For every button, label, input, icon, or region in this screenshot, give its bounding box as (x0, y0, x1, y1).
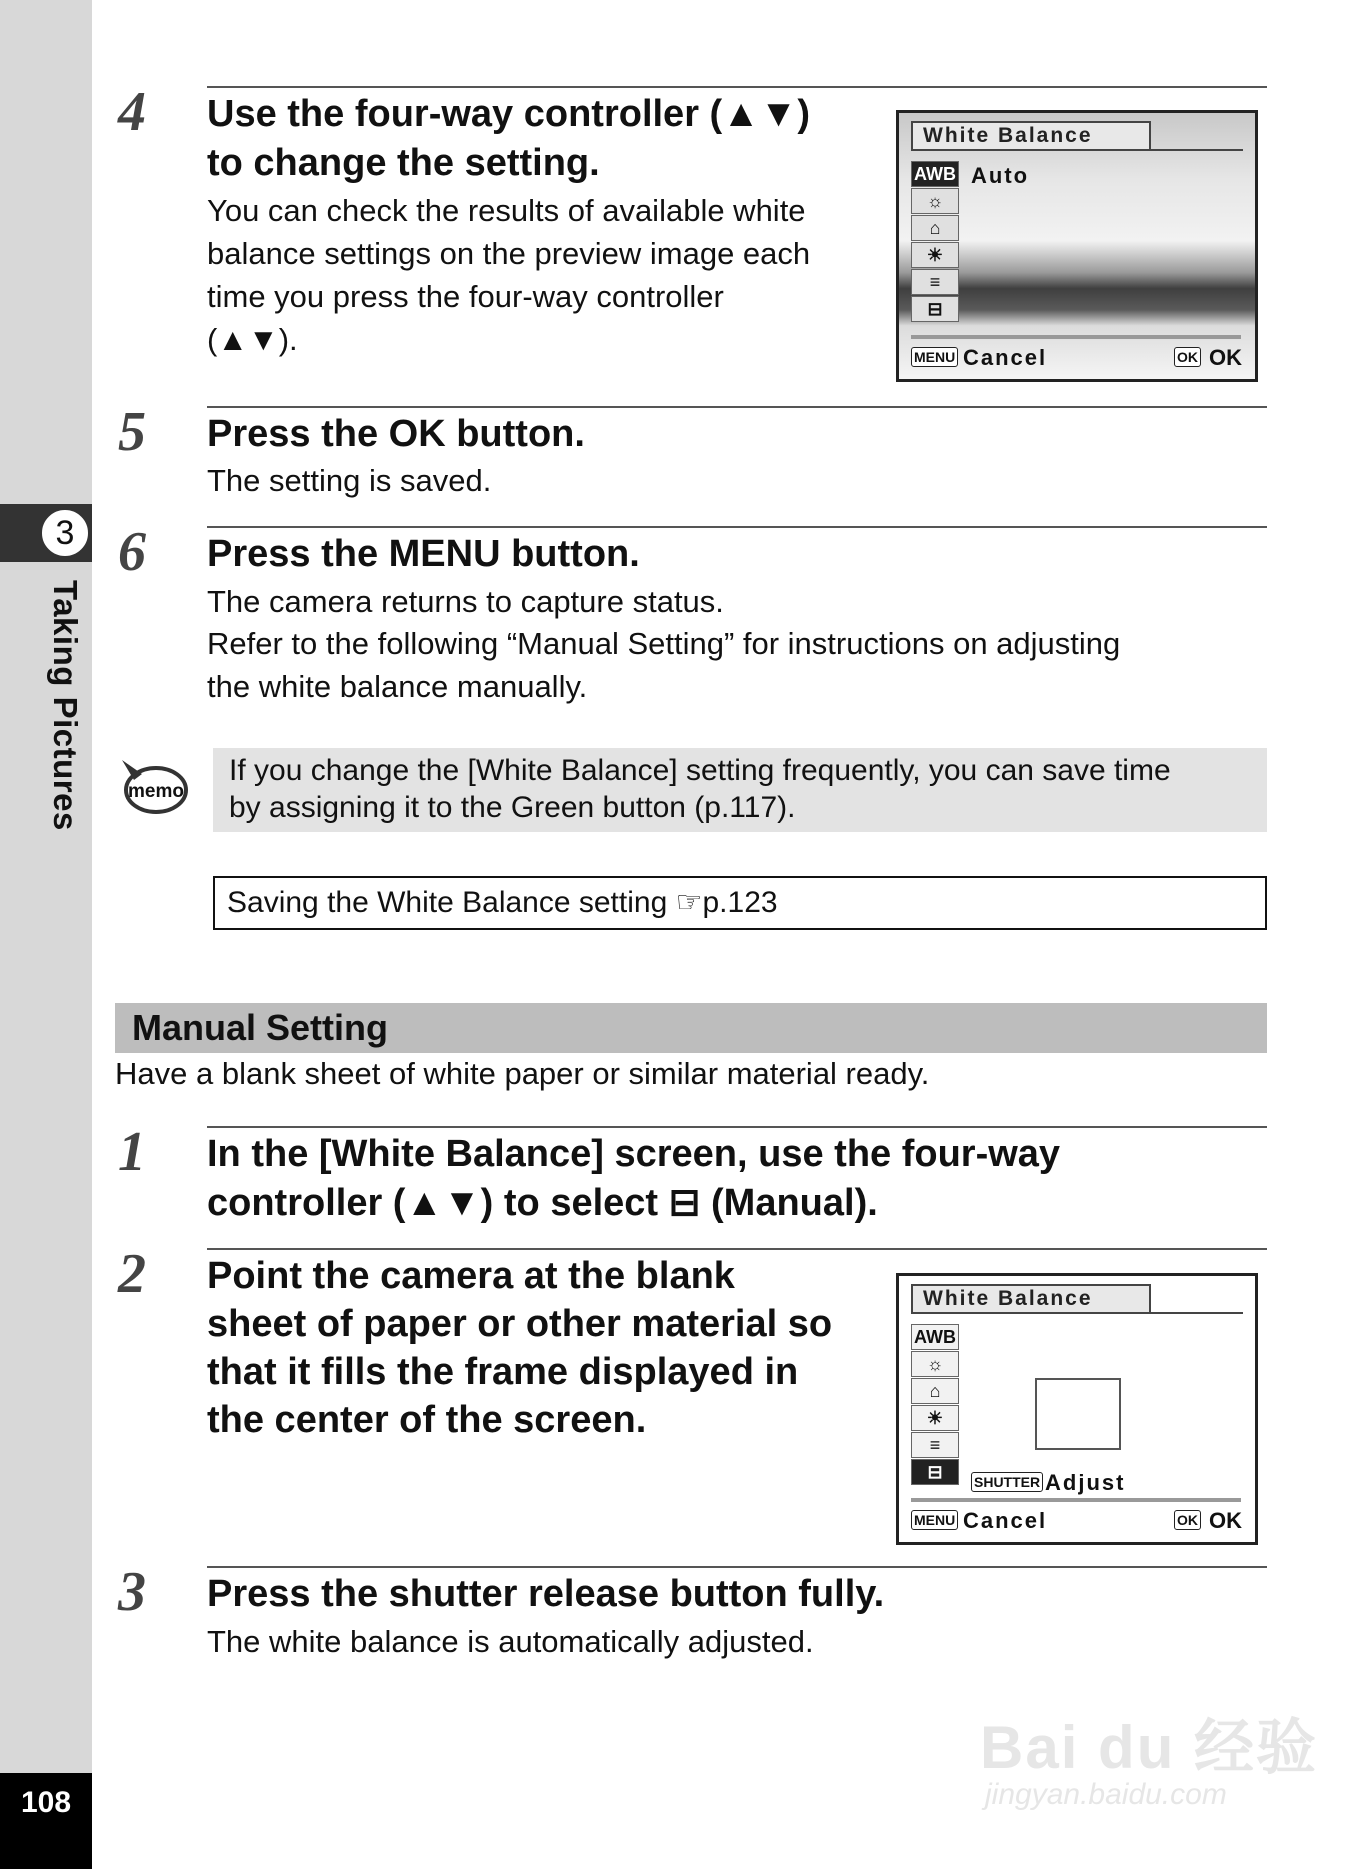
step-heading: Point the camera at the blank (207, 1255, 735, 1297)
step-body-line: balance settings on the preview image each (207, 236, 811, 271)
page-number: 108 (20, 1786, 72, 1819)
screen-title: White Balance (911, 121, 1151, 151)
section-header (115, 1003, 1267, 1053)
awb-icon: AWB (911, 1324, 959, 1350)
daylight-icon: ☼ (911, 1351, 959, 1377)
shade-icon: ⌂ (911, 1378, 959, 1404)
cancel-label: Cancel (963, 1508, 1048, 1533)
shutter-key-icon: SHUTTER (971, 1472, 1043, 1492)
camera-screen-manual-wb (896, 1273, 1258, 1545)
step-body-line: the white balance manually. (207, 669, 588, 704)
side-rail (0, 0, 92, 1869)
step-heading: Press the shutter release button fully. (207, 1573, 885, 1615)
ok-key-icon: OK (1174, 347, 1201, 367)
title-underline (1151, 1312, 1243, 1314)
step-body-line: Refer to the following “Manual Setting” for instructions on adjusting (207, 626, 1121, 661)
step-body-line: time you press the four-way controller (207, 279, 724, 314)
cancel-label: Cancel (963, 345, 1048, 370)
step-body-line: The camera returns to capture status. (207, 584, 724, 619)
step-heading: Press the OK button. (207, 413, 585, 455)
adjust-label: Adjust (1045, 1470, 1126, 1495)
step-heading: the center of the screen. (207, 1399, 647, 1441)
fluorescent-icon: ≡ (911, 269, 959, 295)
step-heading: In the [White Balance] screen, use the four-way (207, 1133, 1061, 1175)
awb-icon: AWB (911, 161, 959, 187)
section-intro: Have a blank sheet of white paper or similar material ready. (115, 1056, 930, 1091)
memo-icon (118, 754, 188, 814)
step-divider (207, 1126, 1267, 1128)
step-heading: Use the four-way controller (▲▼) (207, 93, 811, 135)
step-divider (207, 526, 1267, 528)
ok-label: OK (1209, 345, 1242, 370)
watermark-url: jingyan.baidu.com (985, 1778, 1227, 1811)
step-body-line: The setting is saved. (207, 463, 492, 498)
step-divider (207, 406, 1267, 408)
memo-line: If you change the [White Balance] setting frequently, you can save time (229, 754, 1171, 787)
measurement-frame (1035, 1378, 1121, 1450)
chapter-number: 3 (40, 508, 90, 558)
step-heading: to change the setting. (207, 142, 600, 184)
screen-title: White Balance (911, 1284, 1151, 1314)
step-heading: Press the MENU button. (207, 533, 640, 575)
step-number: 3 (118, 1561, 146, 1623)
wb-mode-icon-column (911, 1324, 961, 1486)
step-number: 6 (118, 521, 146, 583)
section-title: Manual Setting (132, 1007, 389, 1048)
manual-icon: ⊟ (911, 1459, 959, 1485)
screen-bottom-rule (911, 335, 1241, 339)
selected-mode-label: Auto (971, 163, 1030, 188)
manual-icon: ⊟ (911, 296, 959, 322)
step-heading: controller (▲▼) to select ⊟ (Manual). (207, 1182, 878, 1224)
step-divider (207, 86, 1267, 88)
camera-screen-white-balance (896, 110, 1258, 382)
step-body-line: You can check the results of available white (207, 193, 806, 228)
wb-mode-icon-column (911, 161, 961, 323)
step-body-line: The white balance is automatically adjusted. (207, 1624, 814, 1659)
screen-bottom-rule (911, 1498, 1241, 1502)
memo-box (213, 748, 1267, 832)
tungsten-icon: ☀ (911, 1405, 959, 1431)
ok-label: OK (1209, 1508, 1242, 1533)
step-heading: that it fills the frame displayed in (207, 1351, 799, 1393)
memo-label: memo (128, 781, 184, 802)
watermark-logo: Bai du 经验 (980, 1714, 1319, 1781)
step-heading: sheet of paper or other material so (207, 1303, 833, 1345)
reference-box (213, 876, 1267, 930)
step-number: 2 (118, 1243, 146, 1305)
step-divider (207, 1566, 1267, 1568)
tungsten-icon: ☀ (911, 242, 959, 268)
ok-key-icon: OK (1174, 1510, 1201, 1530)
reference-text: Saving the White Balance setting ☞p.123 (227, 886, 778, 919)
daylight-icon: ☼ (911, 188, 959, 214)
title-underline (1151, 149, 1243, 151)
step-number: 5 (118, 401, 146, 463)
step-number: 1 (118, 1121, 146, 1183)
menu-key-icon: MENU (911, 347, 958, 367)
step-divider (207, 1248, 1267, 1250)
chapter-title: Taking Pictures (47, 580, 84, 831)
step-number: 4 (118, 81, 146, 143)
fluorescent-icon: ≡ (911, 1432, 959, 1458)
step-body-line: (▲▼). (207, 322, 298, 357)
shade-icon: ⌂ (911, 215, 959, 241)
menu-key-icon: MENU (911, 1510, 958, 1530)
memo-line: by assigning it to the Green button (p.117). (229, 791, 796, 824)
